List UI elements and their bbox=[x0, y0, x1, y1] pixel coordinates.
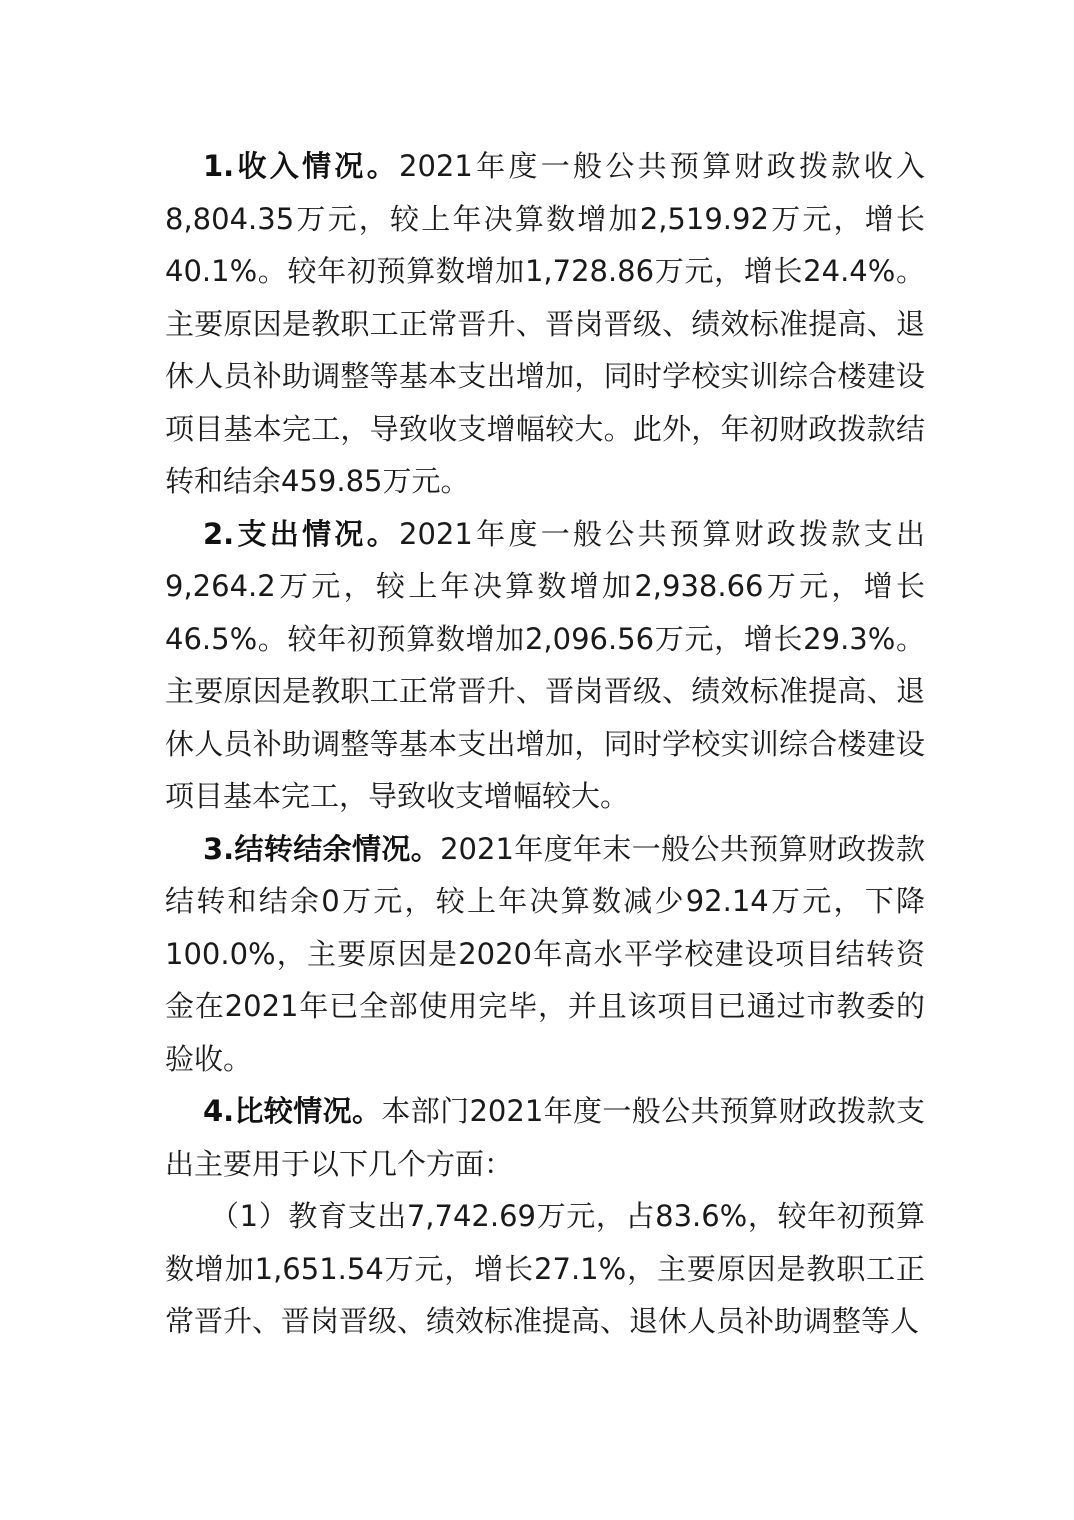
paragraph-comparison bbox=[165, 1085, 925, 1190]
paragraph-carryover bbox=[165, 823, 925, 1086]
heading-comparison: 4.比较情况。 bbox=[203, 1094, 382, 1128]
paragraph-expenditure bbox=[165, 508, 925, 823]
text-education: （1）教育支出7,742.69万元，占83.6%，较年初预算数增加1,651.54万元，增长27.1%，主要原因是教职工正常晋升、晋岗晋级、绩效标准提高、退休人员补助调整等人 bbox=[165, 1199, 925, 1338]
text-comparison: 本部门2021年度一般公共预算财政拨款支出主要用于以下几个方面： bbox=[165, 1094, 925, 1181]
text-income: 2021年度一般公共预算财政拨款收入8,804.35万元，较上年决算数增加2,519.92万元，增长40.1%。较年初预算数增加1,728.86万元，增长24.4%。主要原因是教职工正常晋升、晋岗晋级、绩效标准提高、退休人员补助调整等基本支出增加，同时学校实训综合楼建设项目基本完工，导致收支增幅较大。此外，年初财政拨款结转和结余459.85万元。 bbox=[165, 149, 925, 498]
paragraph-income bbox=[165, 140, 925, 508]
text-expenditure: 2021年度一般公共预算财政拨款支出9,264.2万元，较上年决算数增加2,938.66万元，增长46.5%。较年初预算数增加2,096.56万元，增长29.3%。主要原因是教职工正常晋升、晋岗晋级、绩效标准提高、退休人员补助调整等基本支出增加，同时学校实训综合楼建设项目基本完工，导致收支增幅较大。 bbox=[165, 516, 925, 813]
text-carryover: 2021年度年末一般公共预算财政拨款结转和结余0万元，较上年决算数减少92.14万元，下降100.0%，主要原因是2020年高水平学校建设项目结转资金在2021年已全部使用完毕，并且该项目已通过市教委的验收。 bbox=[165, 831, 925, 1076]
paragraph-education bbox=[165, 1190, 925, 1348]
heading-income: 1.收入情况。 bbox=[203, 149, 399, 183]
document-body bbox=[165, 140, 925, 1348]
heading-expenditure: 2.支出情况。 bbox=[203, 516, 399, 551]
heading-carryover: 3.结转结余情况。 bbox=[203, 831, 441, 866]
